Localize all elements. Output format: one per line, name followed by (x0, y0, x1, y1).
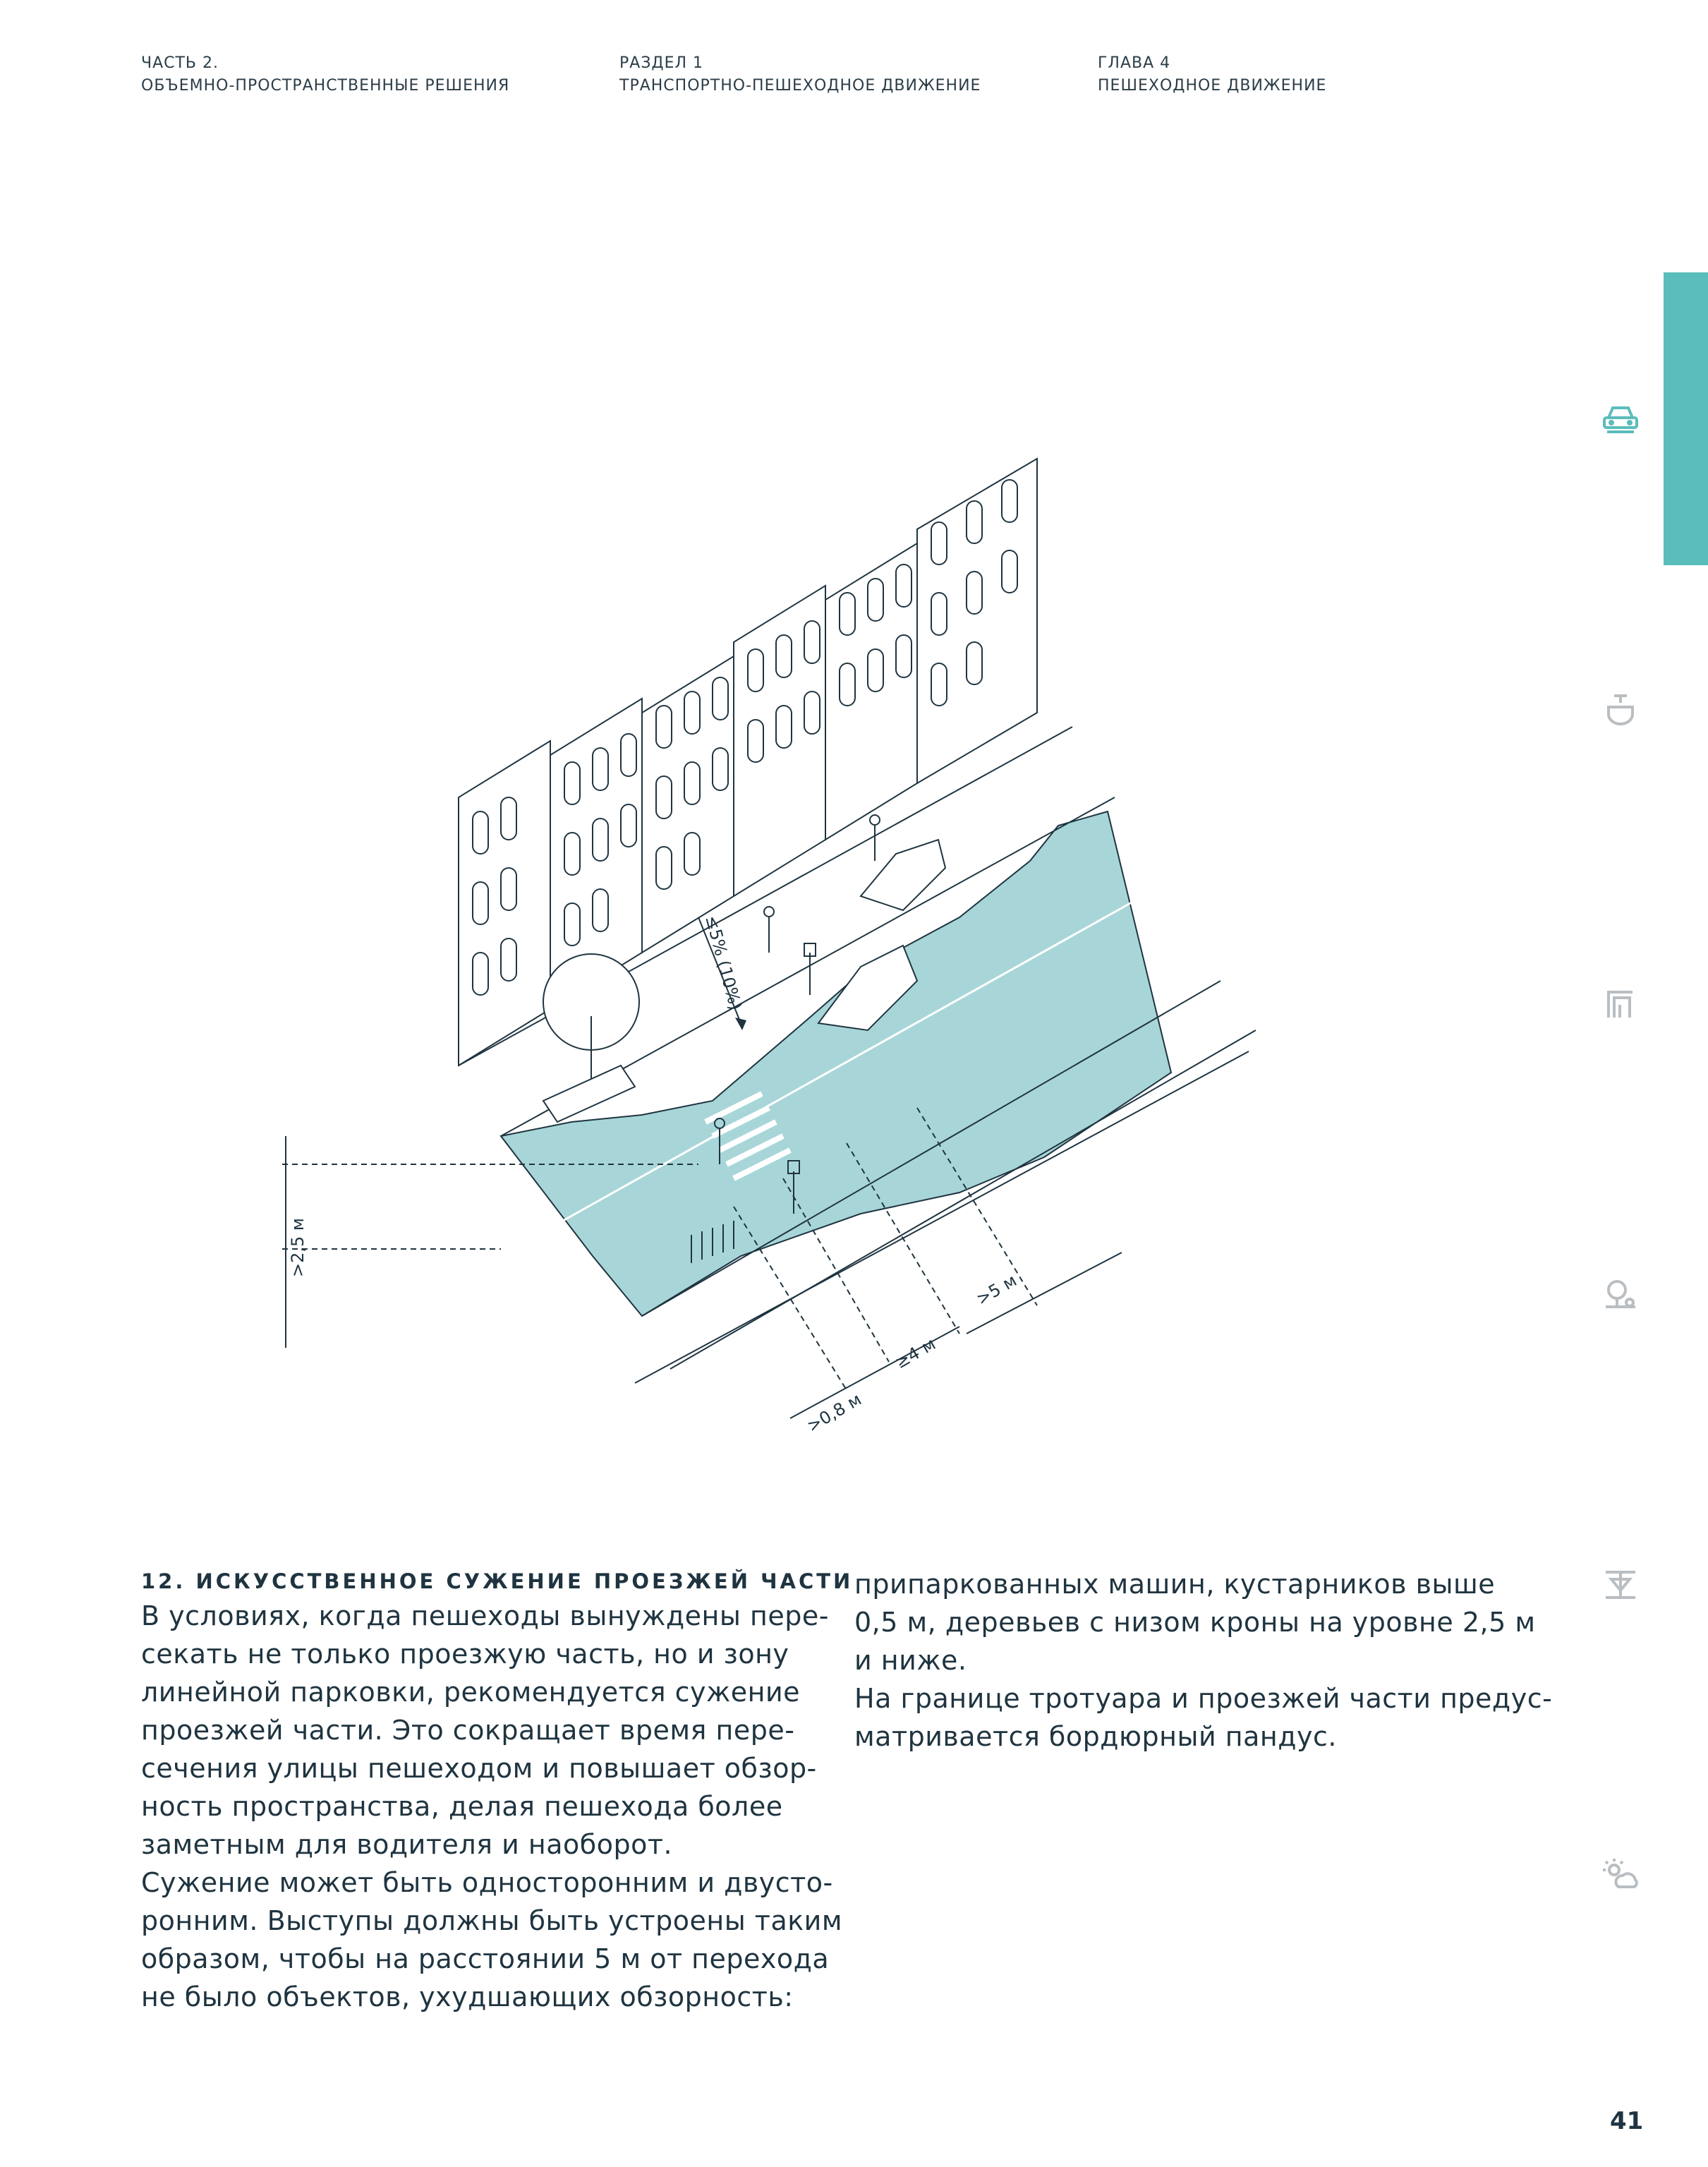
transit-icon[interactable] (1599, 690, 1642, 730)
paragraph-line: не было объектов, ухудшающих обзорность: (141, 1981, 794, 2012)
article-title: 12. ИСКУССТВЕННОЕ СУЖЕНИЕ ПРОЕЗЖЕЙ ЧАСТИ (141, 1569, 854, 1593)
paragraph-line: В условиях, когда пешеходы вынуждены пере- (141, 1600, 829, 1631)
header-section (619, 52, 981, 97)
dim-08-label: >0,8 м (804, 1389, 865, 1437)
weather-icon[interactable] (1599, 1854, 1642, 1894)
dim-4-label: ≥4 м (892, 1334, 939, 1373)
paragraph-line: сечения улицы пешеходом и повышает обзор- (141, 1753, 817, 1784)
paragraph-line: проезжей части. Это сокращает время пере- (141, 1715, 795, 1746)
tree (543, 954, 639, 1122)
car-icon[interactable] (1599, 399, 1642, 439)
header-section-label: РАЗДЕЛ 1 (619, 54, 704, 72)
article-column-2 (854, 1565, 1553, 1756)
header-chapter-title: ПЕШЕХОДНОЕ ДВИЖЕНИЕ (1098, 77, 1327, 95)
street-furniture-icon[interactable] (1599, 1565, 1642, 1605)
header-chapter-label: ГЛАВА 4 (1098, 54, 1171, 72)
header-part (141, 52, 509, 97)
header-section-title: ТРАНСПОРТНО-ПЕШЕХОДНОЕ ДВИЖЕНИЕ (619, 77, 981, 95)
paragraph-line: ность пространства, делая пешехода более (141, 1791, 783, 1822)
building-icon[interactable] (1599, 984, 1642, 1023)
paragraph-line: матривается бордюрный пандус. (854, 1721, 1337, 1752)
curb-extension-illustration (288, 430, 1298, 1454)
page-number: 41 (1610, 2107, 1644, 2135)
header-part-label: ЧАСТЬ 2. (141, 54, 219, 72)
paragraph-line: секать не только проезжую часть, но и зону (141, 1638, 789, 1670)
slope-label: ≤5% (10%) (701, 913, 746, 1013)
dim-5-label: >5 м (973, 1270, 1020, 1310)
tree-icon[interactable] (1599, 1274, 1642, 1314)
paragraph-line: На границе тротуара и проезжей части предус- (854, 1683, 1553, 1714)
header-chapter (1098, 52, 1326, 97)
paragraph-line: образом, чтобы на расстоянии 5 м от перехода (141, 1943, 830, 1974)
paragraph-line: заметным для водителя и наоборот. (141, 1829, 673, 1860)
narrow-width-label: >2,5 м (288, 1217, 308, 1277)
paragraph-line: припаркованных машин, кустарников выше (854, 1569, 1496, 1600)
article-column-1 (141, 1597, 843, 2016)
paragraph-line: Сужение может быть односторонним и двусто- (141, 1867, 833, 1898)
paragraph-line: ронним. Выступы должны быть устроены таким (141, 1905, 843, 1936)
paragraph-line: и ниже. (854, 1645, 967, 1676)
paragraph-line: линейной парковки, рекомендуется сужение (141, 1677, 801, 1708)
paragraph-line: 0,5 м, деревьев с низом кроны на уровне 2,5 м (854, 1607, 1536, 1638)
active-section-tab (1664, 272, 1708, 565)
header-part-title: ОБЪЕМНО-ПРОСТРАНСТВЕННЫЕ РЕШЕНИЯ (141, 77, 510, 95)
